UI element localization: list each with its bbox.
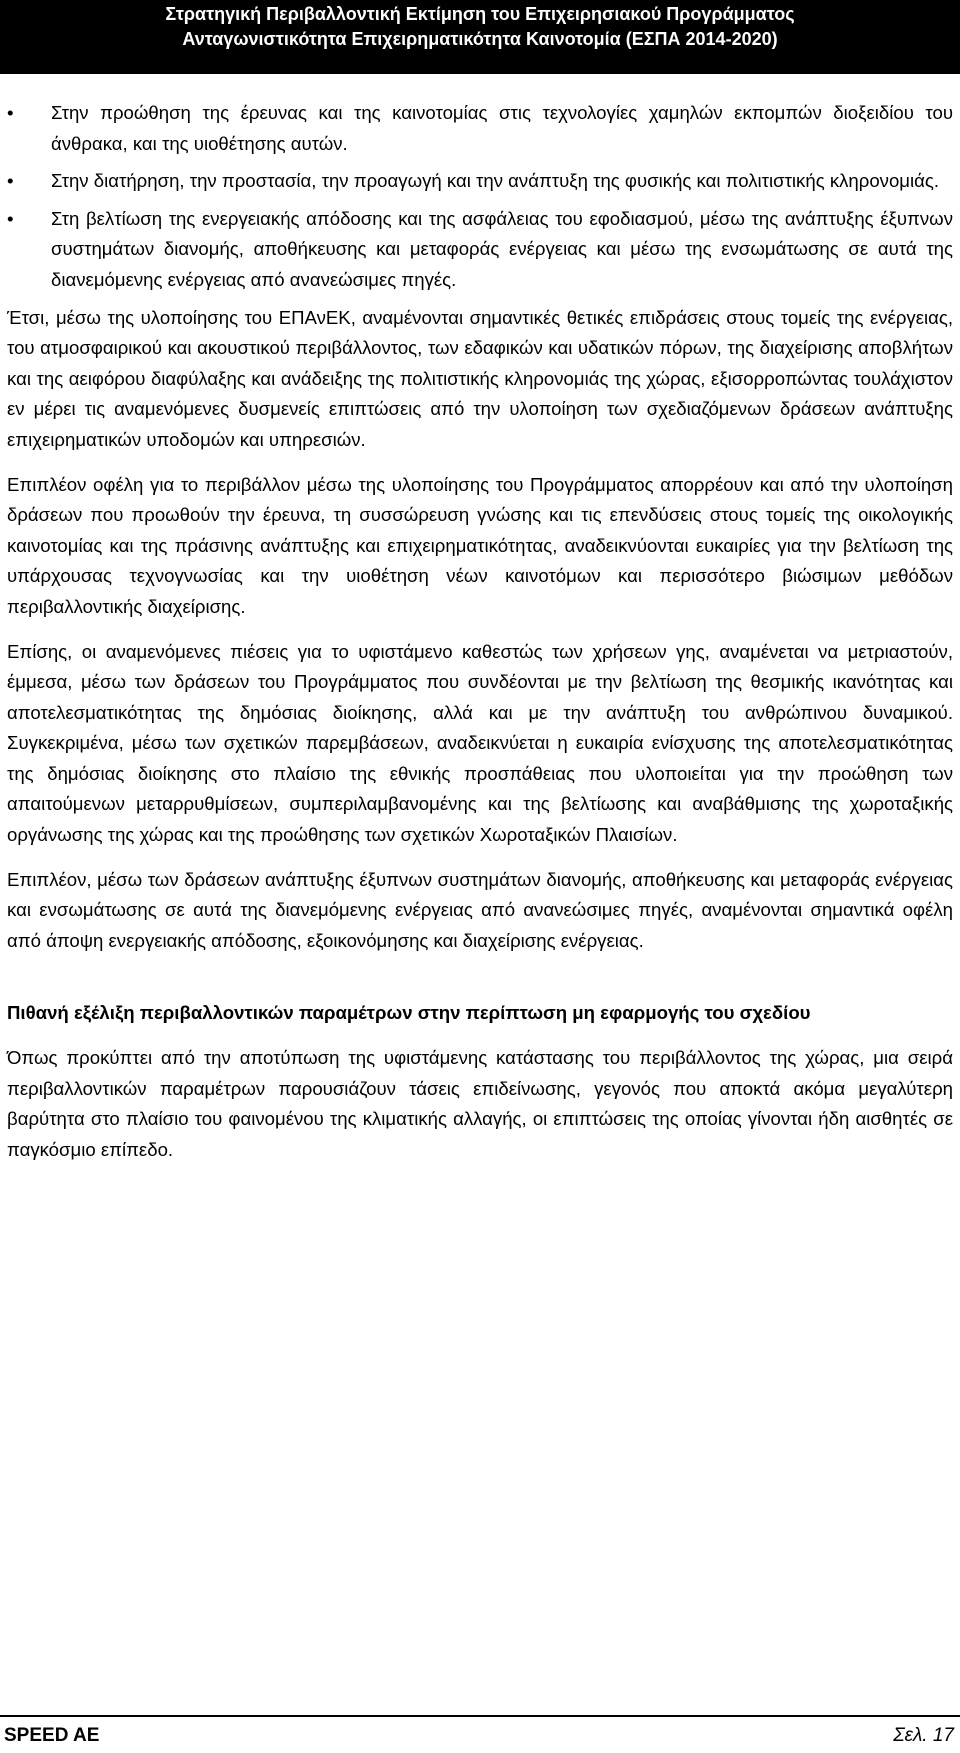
section-paragraph: Όπως προκύπτει από την αποτύπωση της υφιστάμενης κατάστασης του περιβάλλοντος της χώρας, μια σειρά περιβαλλοντικών παραμέτρων παρουσιάζουν τάσεις επιδείνωσης, γεγονός που αποκτά ακόμα μεγαλύτερη βαρύτητα στο πλαίσιο του φαινομένου της κλιματικής αλλαγής, οι επιπτώσεις της οποίας γίνονται ήδη αισθητές σε παγκόσμιο επίπεδο. [7,1047,953,1160]
bullet-text: Στην προώθηση της έρευνας και της καινοτομίας στις τεχνολογίες χαμηλών εκπομπών διοξειδίου του άνθρακα, και της υιοθέτησης αυτών. [51,102,953,154]
bullet-icon: • [7,102,14,123]
footer-page-number: Σελ. 17 [893,1725,954,1746]
document-body [7,98,953,1179]
bullet-icon: • [7,170,14,192]
bullet-item [7,204,953,296]
section-heading: Πιθανή εξέλιξη περιβαλλοντικών παραμέτρων στην περίπτωση μη εφαρμογής του σχεδίου [7,1002,811,1024]
header-title-line-2: Ανταγωνιστικότητα Επιχειρηματικότητα Καινοτομία (ΕΣΠΑ 2014-2020) [182,29,778,49]
bullet-text: Στη βελτίωση της ενεργειακής απόδοσης και της ασφάλειας του εφοδιασμού, μέσω της ανάπτυξης έξυπνων συστημάτων διανομής, αποθήκευσης και μεταφοράς ενέργειας και μέσω της ενσωμάτωσης σε αυτά της διανεμόμενης ενέργειας από ανανεώσιμες πηγές. [51,207,953,290]
body-paragraph: Επίσης, οι αναμενόμενες πιέσεις για το υφιστάμενο καθεστώς των χρήσεων γης, αναμένεται να μετριαστούν, έμμεσα, μέσω των δράσεων του Προγράμματος που συνδέονται με την βελτίωση της θεσμικής ικανότητας και αποτελεσματικότητας της δημόσιας διοίκησης, αλλά και με την ανάπτυξη του ανθρώπινου δυναμικού. Συγκεκριμένα, μέσω των σχετικών παρεμβάσεων, αναδεικνύεται η ευκαιρία ενίσχυσης της αποτελεσματικότητας της δημόσιας διοίκησης στο πλαίσιο της εθνικής προσπάθειας που υλοποιείται για την προώθηση των απαιτούμενων μεταρρυθμίσεων, συμπεριλαμβανομένης και της βελτίωσης και αναβάθμισης της χωροταξικής οργάνωσης της χώρας και της προώθησης των σχετικών Χωροταξικών Πλαισίων. [7,640,953,846]
bullet-item [7,166,953,197]
bullet-list [7,98,953,296]
body-paragraph: Επιπλέον οφέλη για το περιβάλλον μέσω της υλοποίησης του Προγράμματος απορρέουν και από την υλοποίηση δράσεων που προωθούν την έρευνα, τη συσσώρευση γνώσης και τις επενδύσεις στους τομείς της οικολογικής καινοτομίας και της πράσινης ανάπτυξης και επιχειρηματικότητας, αναδεικνύονται ευκαιρίες για την βελτίωση της υπάρχουσας τεχνογνωσίας και την υιοθέτηση νέων καινοτόμων και περισσότερο βιώσιμων μεθόδων περιβαλλοντικής διαχείρισης. [7,473,953,617]
document-header [0,0,960,74]
bullet-item [7,98,953,159]
body-paragraph: Επιπλέον, μέσω των δράσεων ανάπτυξης έξυπνων συστημάτων διανομής, αποθήκευσης και μεταφοράς ενέργειας και ενσωμάτωσης σε αυτά της διανεμόμενης ενέργειας από ανανεώσιμες πηγές, αναμένονται σημαντικά οφέλη από άποψη ενεργειακής απόδοσης, εξοικονόμησης και διαχείρισης ενέργειας. [7,868,953,951]
bullet-text: Στην διατήρηση, την προστασία, την προαγωγή και την ανάπτυξη της φυσικής και πολιτιστικής κληρονομιάς. [51,170,940,192]
body-paragraph: Έτσι, μέσω της υλοποίησης του ΕΠΑνΕΚ, αναμένονται σημαντικές θετικές επιδράσεις στους τομείς της ενέργειας, του ατμοσφαιρικού και ακουστικού περιβάλλοντος, των εδαφικών και υδατικών πόρων, της διαχείρισης αποβλήτων και της αειφόρου διαφύλαξης και ανάδειξης της πολιτιστικής κληρονομιάς της χώρας, εξισορροπώντας τουλάχιστον εν μέρει τις αναμενόμενες δυσμενείς επιπτώσεις από την υλοποίηση των σχεδιαζόμενων δράσεων ανάπτυξης επιχειρηματικών υποδομών και υπηρεσιών. [7,306,953,450]
footer-company: SPEED AE [4,1725,100,1746]
header-title-line-1: Στρατηγική Περιβαλλοντική Εκτίμηση του Επιχειρησιακού Προγράμματος [165,4,795,24]
document-footer [0,1715,960,1753]
bullet-icon: • [7,207,14,229]
